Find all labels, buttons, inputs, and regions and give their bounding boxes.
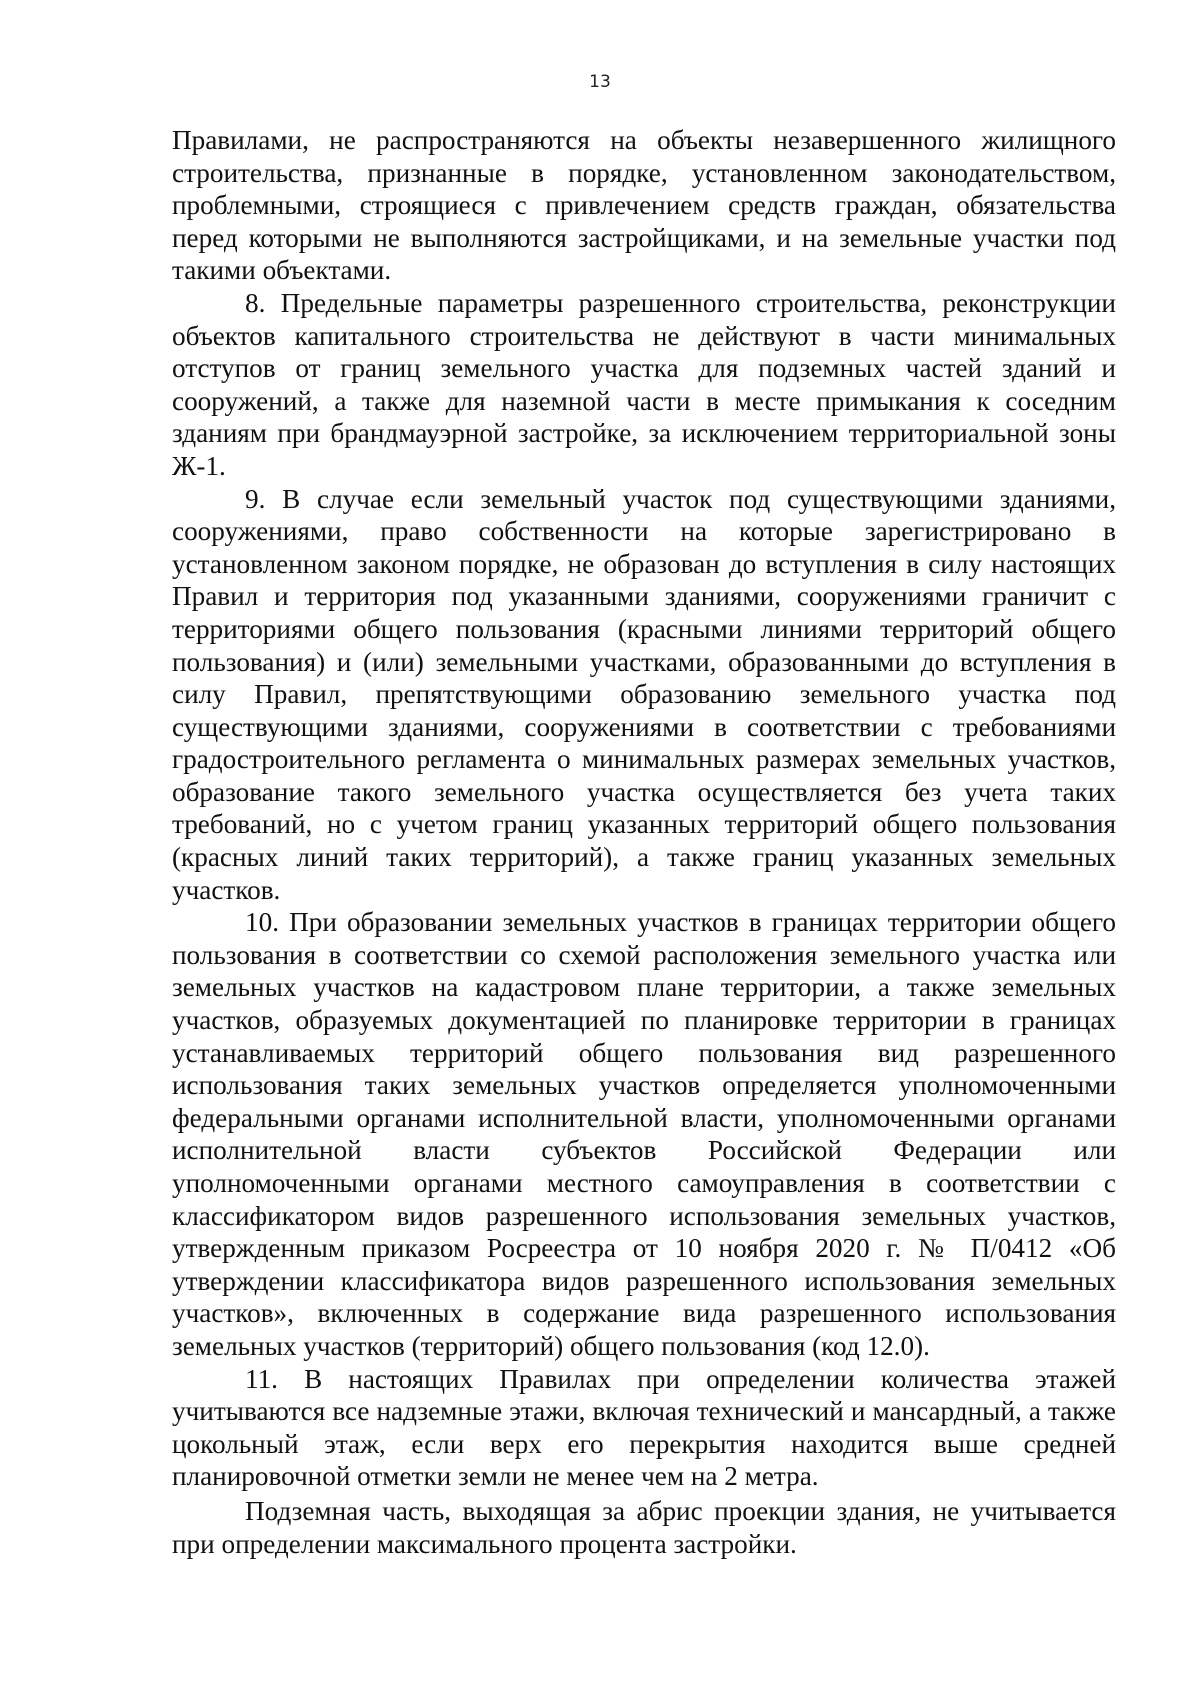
paragraph-item-11: 11. В настоящих Правилах при определении количества этажей учитываются все надземные этажи, включая технический и мансардный, а также цокольный этаж, если верх его перекрытия находится выше средней планировочной отметки земли не менее чем на 2 метра. — [172, 1363, 1116, 1492]
paragraph-item-9: 9. В случае если земельный участок под существующими зданиями, сооружениями, право собственности на которые зарегистрировано в установленном законом порядке, не образован до вступления в силу настоящих Правил и территория под указанными зданиями, сооружениями граничит с территориями общего пользования (красными линиями территорий общего пользования) и (или) земельными участками, образованными до вступления в силу Правил, препятствующими образованию земельного участка под существующими зданиями, сооружениями в соответствии с требованиями градостроительного регламента о минимальных размерах земельных участков, образование такого земельного участка осуществляется без учета таких требований, но с учетом границ указанных территорий общего пользования (красных линий таких территорий), а также границ указанных земельных участков. — [172, 483, 1116, 905]
document-body — [172, 124, 1116, 1560]
paragraph-item-8: 8. Предельные параметры разрешенного строительства, реконструкции объектов капитального строительства не действуют в части минимальных отступов от границ земельного участка для подземных частей зданий и сооружений, а также для наземной части в месте примыкания к соседним зданиям при брандмауэрной застройке, за исключением территориальной зоны Ж-1. — [172, 287, 1116, 481]
page-number: 13 — [589, 72, 611, 92]
paragraph-underground-note: Подземная часть, выходящая за абрис проекции здания, не учитывается при определении максимального процента застройки. — [172, 1495, 1116, 1559]
paragraph-continuation: Правилами, не распространяются на объекты незавершенного жилищного строительства, признанные в порядке, установленном законодательством, проблемными, строящиеся с привлечением средств граждан, обязательства перед которыми не выполняются застройщиками, и на земельные участки под такими объектами. — [172, 125, 1116, 286]
paragraph-item-10: 10. При образовании земельных участков в границах территории общего пользования в соответствии со схемой расположения земельного участка или земельных участков на кадастровом плане территории, а также земельных участков, образуемых документацией по планировке территории в границах устанавливаемых территорий общего пользования вид разрешенного использования таких земельных участков определяется уполномоченными федеральными органами исполнительной власти, уполномоченными органами исполнительной власти субъектов Российской Федерации или уполномоченными органами местного самоуправления в соответствии с классификатором видов разрешенного использования земельных участков, утвержденным приказом Росреестра от 10 ноября 2020 г. № П/0412 «Об утверждении классификатора видов разрешенного использования земельных участков», включенных в содержание вида разрешенного использования земельных участков (территорий) общего пользования (код 12.0). — [172, 907, 1116, 1361]
